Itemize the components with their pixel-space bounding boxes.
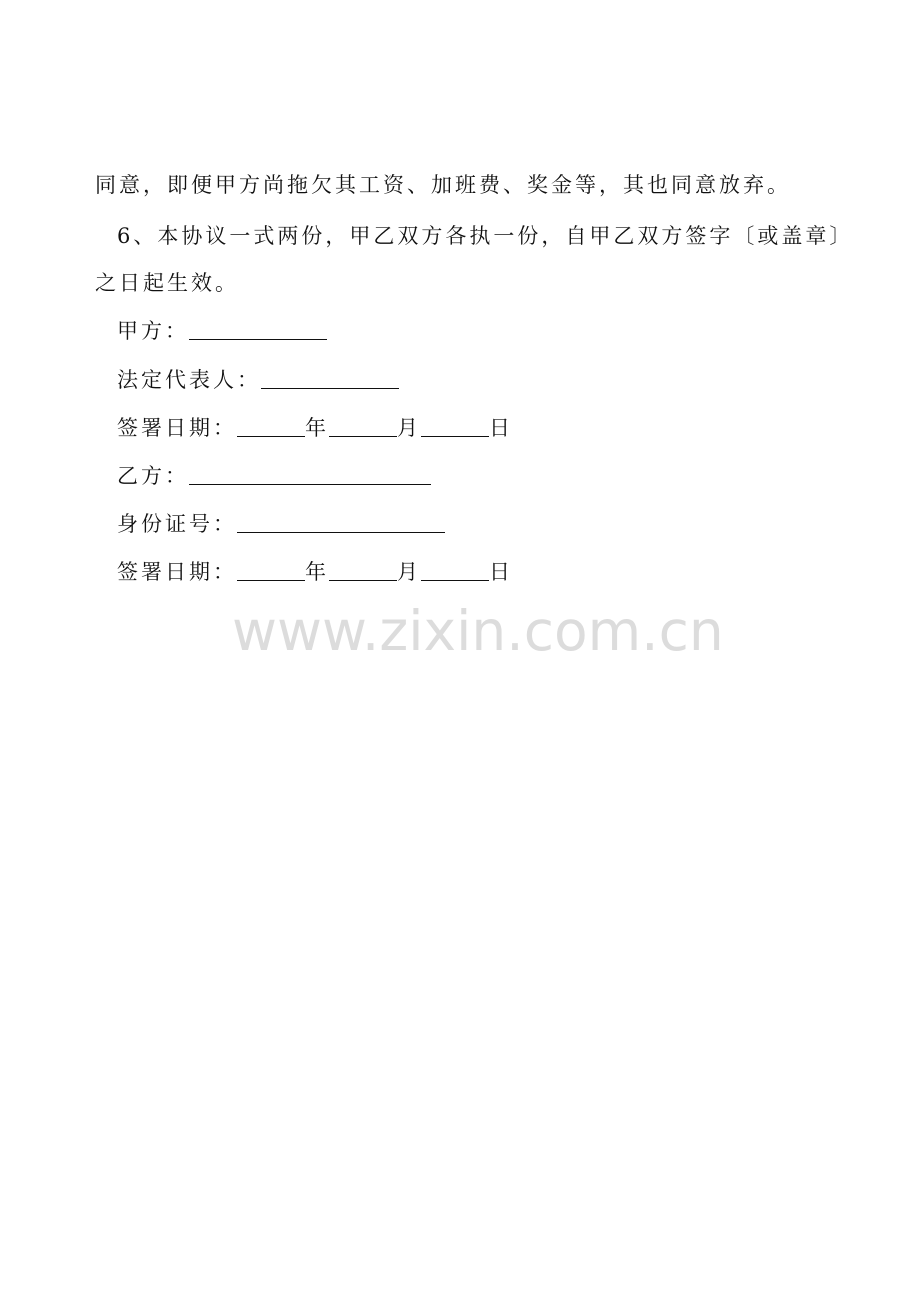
id-number-blank xyxy=(237,514,445,533)
legal-rep-blank xyxy=(261,370,399,389)
month-unit-b: 月 xyxy=(397,560,421,584)
day-unit-a: 日 xyxy=(489,416,513,440)
id-number-label: 身份证号： xyxy=(117,512,237,536)
watermark: www.zixin.com.cn xyxy=(232,599,724,663)
id-number-row xyxy=(117,514,445,535)
party-a-row xyxy=(117,321,327,342)
clause-6-line-2: 之日起生效。 xyxy=(95,271,239,295)
month-unit-a: 月 xyxy=(397,416,421,440)
party-b-row xyxy=(117,466,431,487)
sign-date-row-b xyxy=(117,562,513,583)
legal-rep-label: 法定代表人： xyxy=(117,368,261,392)
day-blank-b xyxy=(421,562,489,581)
month-blank-b xyxy=(329,562,397,581)
party-b-label: 乙方： xyxy=(117,464,189,488)
day-blank-a xyxy=(421,418,489,437)
sign-date-row-a xyxy=(117,418,513,439)
year-unit-b: 年 xyxy=(305,560,329,584)
legal-rep-row xyxy=(117,370,399,391)
party-a-blank xyxy=(189,321,327,340)
party-a-label: 甲方： xyxy=(117,319,189,343)
clause-6-line-1: 6、本协议一式两份，甲乙双方各执一份，自甲乙双方签字〔或盖章〕 xyxy=(117,224,854,248)
year-blank-a xyxy=(237,418,305,437)
day-unit-b: 日 xyxy=(489,560,513,584)
sign-date-label-a: 签署日期： xyxy=(117,416,237,440)
year-blank-b xyxy=(237,562,305,581)
party-b-blank xyxy=(189,466,431,485)
paragraph-continuation: 同意，即便甲方尚拖欠其工资、加班费、奖金等，其也同意放弃。 xyxy=(95,173,791,197)
year-unit-a: 年 xyxy=(305,416,329,440)
sign-date-label-b: 签署日期： xyxy=(117,560,237,584)
month-blank-a xyxy=(329,418,397,437)
